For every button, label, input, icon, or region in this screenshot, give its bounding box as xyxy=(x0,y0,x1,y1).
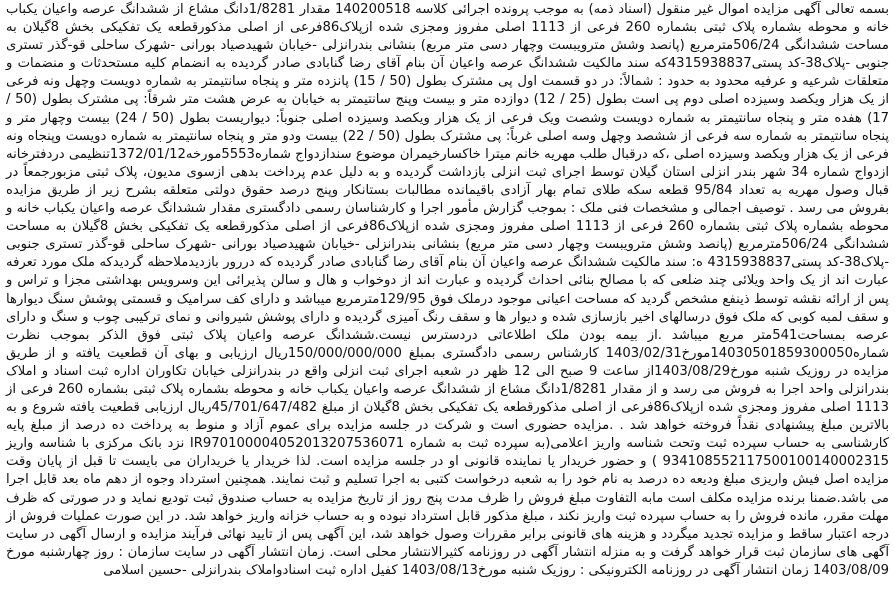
auction-notice-body xyxy=(6,1,889,580)
notice-text: بسمه تعالی آگهی مزایده اموال غیر منقول (اسناد ذمه) به موجب پرونده اجرائی کلاسه 140200518 مقدار 1/8281دانگ مشاع از ششدانگ عرصه واعیان یکباب خانه و محوطه بشماره پلاک ثبتی بشماره 260 فرعی از 1113 اصلی مفروز ومجزی شده ازپلاک86فرعی از اصلی مذکورقطعه یک تفکیکی بخش 8گیلان به مساحت ششدانگی 506/24مترمربع (پانصد وشش مترویبست وچهار دسی متر مربع) بنشانی بندرانزلی -خیابان شهیدصیاد بورانی -شهرک ساحلی قو-گذر تستری جنوبی -پلاک38-کد پستی4315938837که سند مالکیت ششدانگ عرصه واعیان آن بنام آقای رضا گنابادی صادر گردیده به انضمام کلیه مستحدثات و منضمات و متعلقات شرعیه و عرفیه محدود به حدود : شمالاً: در دو قسمت اول پی مشترک بطول (50 / 15) پانزده متر و پنجاه سانتیمتر به شماره دویست وچهل ونه فرعی از یک هزار ویکصد وسیزده اصلی دوم پی است بطول (25 / 12) دوازده متر و بیست وپنج سانتیمتر به خیابان به عرض هشت متر شرقاً: پی مشترک بطول (50 / 17) هفده متر و پنجاه سانتیمتر به شماره دویست وشصت ویک فرعی از یک هزار ویکصد وسیزده اصلی جنوباً: دیواریست بطول (50 / 24) بیست وچهار متر و پنجاه سانتیمتر به شماره سه فرعی از ششصد وچهل وسه اصلی غرباً: پی مشترک بطول (50 / 22) بیست ودو متر و پنجاه سانتیمتر به شماره دویست وپنجاه ونه فرعی از یک هزار ویکصد وسیزده اصلی ،که درقبال طلب مهریه خانم میترا خاکسارخیمران موضوع سندازدواج شماره5553مورخه1372/01/12تنظیمی دردفترخانه ازدواج شماره 34 شهر بندر انزلی استان گیلان توسط اجرای ثبت انزلی بازداشت گردیده و به دلیل عدم پرداخت بدهی ازسوی مدیون، پلاک ثبتی مزبورجمعاً در قبال وصول مهریه به تعداد 95/84 قطعه سکه طلای تمام بهار آزادی باقیمانده مطالبات بستانکار وپنج درصد حقوق دولتی متعلقه بشرح زیر از طریق مزایده بفروش می رسد . توصیف اجمالی و مشخصات فنی ملک : بموجب گزارش مأمور اجرا و کارشناسان رسمی دادگستری مقدار ششدانگ عرصه واعیان یکباب خانه و محوطه بشماره پلاک ثبتی بشماره 260 فرعی از 1113 اصلی مفروز ومجزی شده ازپلاک86فرعی از اصلی مذکورقطعه یک تفکیکی بخش 8گیلان به مساحت ششدانگی 506/24مترمربع (پانصد وشش مترویبست وچهار دسی متر مربع) بنشانی بندرانزلی -خیابان شهیدصیاد بورانی -شهرک ساحلی قو-گذر تستری جنوبی -پلاک38-کد پستی4315938837 ه: سند مالکیت ششدانگ عرصه واعیان آن بنام آقای رضا گنابادی صادر گردیده که دررور بازدیدملاحظه گردیدکه ملک مورد تعرفه عبارت اند از یک واحد ویلائی چند ضلعی که با مصالح بنائی احداث گردیده و عبارت اند از دوخواب و هال و سالن پذیرائی این وسرویس بهداشتی مجزا و تراس و پس از ارائه نقشه توسط ذینفع مشخص گردید که مساحت اعیانی موجود درملک فوق 129/95مترمربع میباشد و دارای کف سرامیک و قسمتی پوشش سنگ دیوارها و سقف لمبه کوبی که ملک فوق درسالهای اخیر بازسازی شده و دیوار ها و سقف رنگ آمیزی گردیده و دارای پوشش شیروانی و نمای ترکیبی چوب و سنگ و دارای عرصه بمساحت541متر مربع میباشد .از بیمه بودن ملک اطلاعاتی دردسترس نیست.ششدانگ عرصه واعیان پلاک ثبتی فوق الذکر بموجب نظرت شماره14030501859300050مورخ1403/02/31 کارشناس رسمی دادگستری بمبلغ 150/000/000/000ریال ارزیابی و بهای آن قطعیت یافته و از طریق مزایده در روزیک شنبه مورخ1403/08/29از ساعت 9 صبح الی 12 ظهر در شعبه اجرای ثبت انزلی واقع در بندرانزلی خیابان تکاوران اداره ثبت اسناد و املاک بندرانزلی واحد اجرا به فروش می رسد و از مقدار 1/8281دانگ مشاع از ششدانگ عرصه واعیان یکباب خانه و محوطه بشماره پلاک ثبتی بشماره 260 فرعی از 1113 اصلی مفروز ومجزی شده ازپلاک86فرعی از اصلی مذکورقطعه یک تفکیکی بخش 8گیلان از مبلغ 45/701/647/482ریال ارزیابی قطعیت یافته شروع و به بالاترین مبلغ پیشنهادی نقداً فروخته خواهد شد . .مزایده حضوری است و شرکت در جلسه مزایده برای عموم آزاد و منوط به پرداخت ده درصد از مبلغ پایه کارشناسی به حساب سپرده ثبت وتحت شناسه واریز اعلامی(به سپرده ثبت به شماره IR970100004052013207536071 نزد بانک مرکزی با شناسه واریز 934108552117500100140002315 ) و حضور خریدار یا نماینده قانونی او در جلسه مزایده است. لذا خریدار یا خریداران می بایست تا قبل از پایان وقت مزایده اصل فیش واریزی مبلغ ودیعه ده درصد به نام خود را به شعبه درخواست کتبی به اجرا تسلیم و ثبت نمایند. همچنین استرداد وجوه از دهم ماه بعد قابل اجرا می باشد.ضمنا برنده مزایده مکلف است مابه التفاوت مبلغ فروش را ظرف مدت پنج روز از تاریخ مزایده به حساب صندوق ثبت تودیع نماید و در صورتی که ظرف مهلت مقرر، مانده فروش را به حساب سپرده ثبت واریز نکند ، مبلغ مذکور قابل استرداد نبوده و به حساب خزانه واریز خواهد شد. در این صورت عملیات فروش از درجه اعتبار ساقط و مزایده تجدید میگردد و هزینه های قانونی برابر مقررات وصول خواهد شد، این آگهی پس از تایید نهائی فرآیند مزایده و ارسال آگهی در سایت آگهی های سازمان ثبت قرار خواهد گرفت و به منزله انتشار آگهی در روزنامه کثیرالانتشار محلی است. زمان انتشار آگهی در سایت سازمان : روز چهارشنبه مورخ 1403/08/09 زمان انتشار آگهی در روزنامه الکترونیکی : روزیک شنبه مورخ1403/08/13 کفیل اداره ثبت اسنادواملاک بندرانزلی -حسین اسلامی xyxy=(6,2,890,578)
